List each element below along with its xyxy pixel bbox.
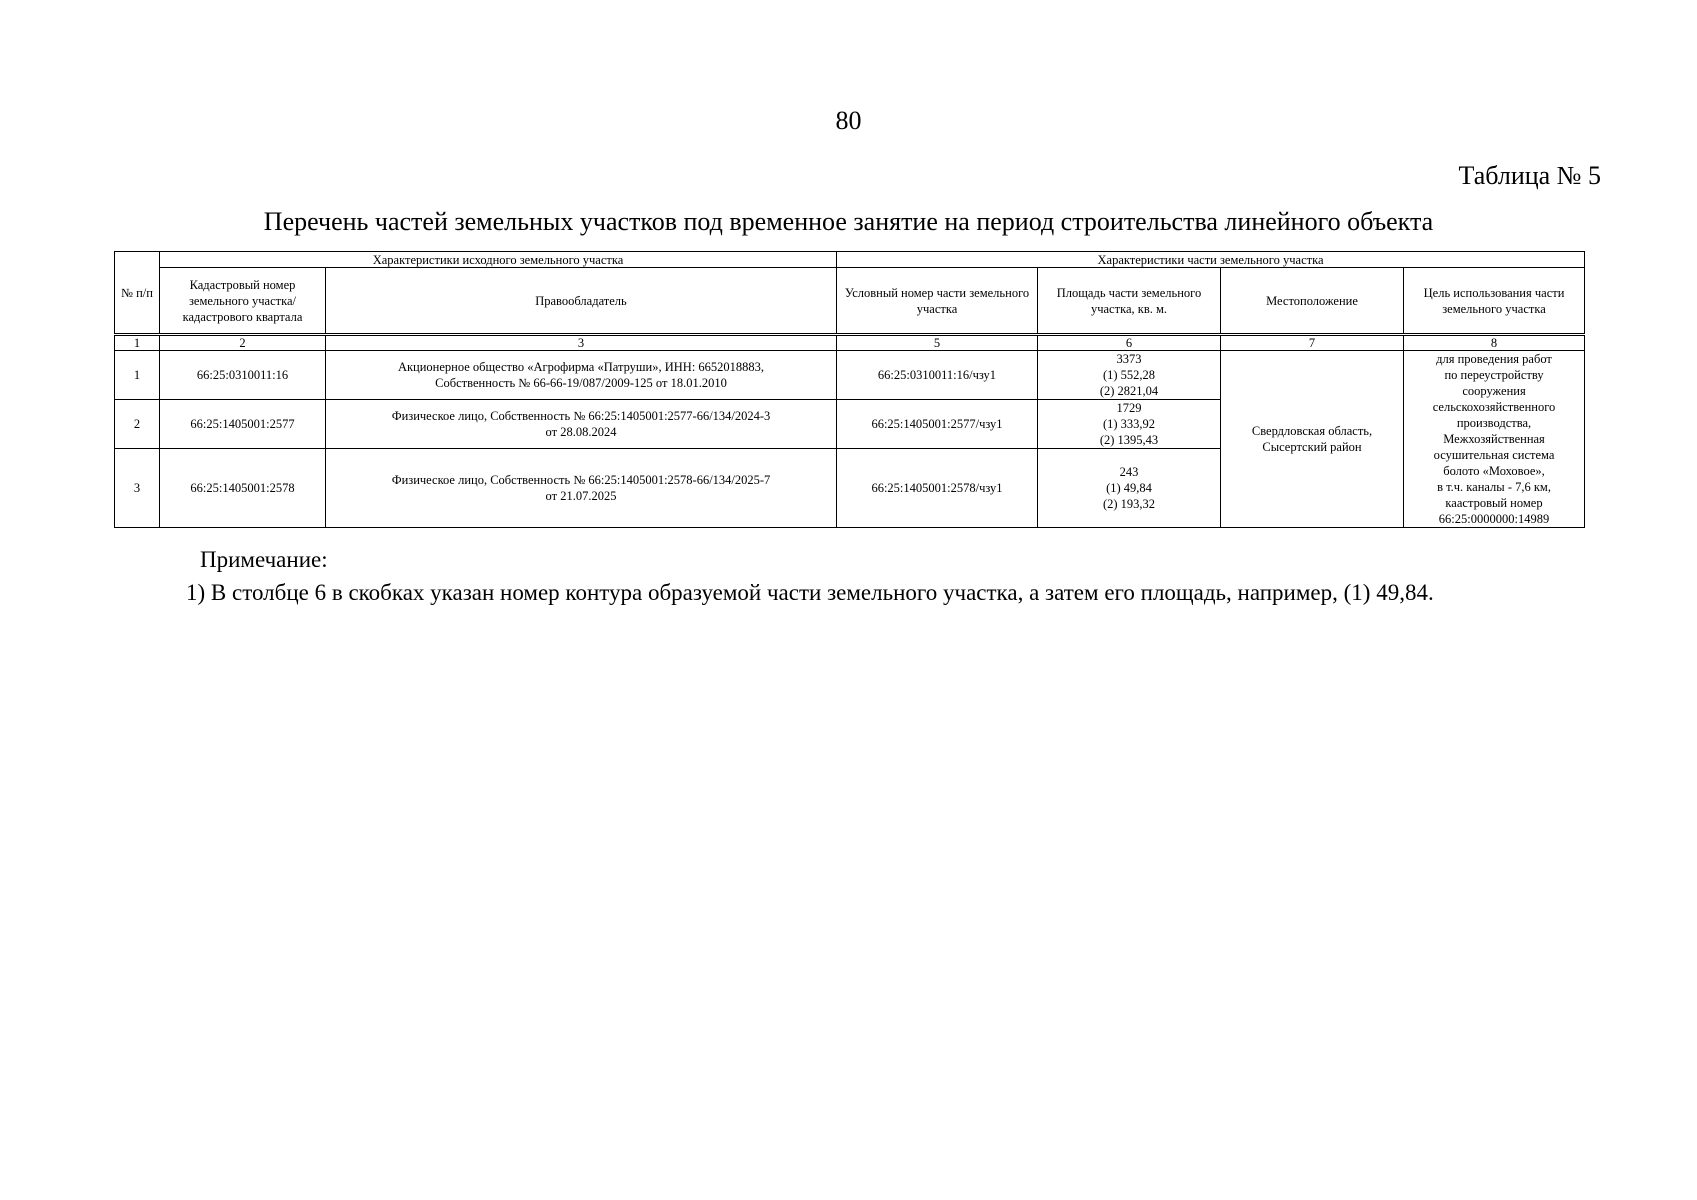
header-group-part: Характеристики части земельного участка (837, 252, 1585, 268)
header-cadastral: Кадастровый номер земельного участка/кадастрового квартала (160, 268, 326, 334)
column-number: 7 (1221, 336, 1404, 351)
area-total: 3373 (1116, 352, 1142, 366)
column-number: 2 (160, 336, 326, 351)
row-number: 3 (115, 449, 160, 528)
row-number: 2 (115, 400, 160, 449)
land-parts-table (114, 251, 1585, 528)
area-total: 243 (1119, 465, 1139, 479)
column-number: 6 (1038, 336, 1221, 351)
header-owner: Правообладатель (326, 268, 837, 334)
header-location: Местоположение (1221, 268, 1404, 334)
area (1038, 449, 1221, 528)
owner-line: Акционерное общество «Агрофирма «Патруши», ИНН: 6652018883, (397, 360, 765, 374)
owner-line: Собственность № 66-66-19/087/2009-125 от 18.01.2010 (435, 376, 727, 390)
purpose (1404, 351, 1585, 528)
area (1038, 351, 1221, 400)
area (1038, 400, 1221, 449)
area-contour: (1) 552,28 (1102, 368, 1156, 382)
purpose-line: сооружения (1462, 384, 1526, 398)
owner-line: от 21.07.2025 (545, 489, 617, 503)
owner (326, 449, 837, 528)
header-purpose: Цель использования части земельного участка (1404, 268, 1585, 334)
purpose-line: болото «Моховое», (1443, 464, 1545, 478)
purpose-line: осушительная система (1433, 448, 1555, 462)
area-contour: (1) 333,92 (1102, 417, 1156, 431)
purpose-line: сельскохозяйственного (1432, 400, 1556, 414)
purpose-line: Межхозяйственная (1443, 432, 1545, 446)
cadastral-number: 66:25:1405001:2577 (160, 400, 326, 449)
cadastral-number: 66:25:1405001:2578 (160, 449, 326, 528)
part-number: 66:25:1405001:2577/чзу1 (837, 400, 1038, 449)
cadastral-number: 66:25:0310011:16 (160, 351, 326, 400)
location-line: Свердловская область, (1251, 424, 1373, 438)
header-area: Площадь части земельного участка, кв. м. (1038, 268, 1221, 334)
table-row (115, 351, 1585, 400)
header-group-source: Характеристики исходного земельного участка (160, 252, 837, 268)
purpose-line: в т.ч. каналы - 7,6 км, (1437, 480, 1551, 494)
column-number: 1 (115, 336, 160, 351)
part-number: 66:25:0310011:16/чзу1 (837, 351, 1038, 400)
document-title: Перечень частей земельных участков под временное занятие на период строительства линейного объекта (263, 207, 1434, 236)
column-number: 5 (837, 336, 1038, 351)
purpose-line: для проведения работ (1436, 352, 1552, 366)
owner-line: Физическое лицо, Собственность № 66:25:1405001:2578-66/134/2025-7 (391, 473, 771, 487)
header-part-number: Условный номер части земельного участка (837, 268, 1038, 334)
area-contour: (2) 2821,04 (1099, 384, 1159, 398)
purpose-line: по переустройству (1444, 368, 1544, 382)
column-numbers-row (115, 336, 1585, 351)
owner-line: Физическое лицо, Собственность № 66:25:1405001:2577-66/134/2024-3 (391, 409, 771, 423)
header-group-row (115, 252, 1585, 268)
area-contour: (2) 193,32 (1102, 497, 1156, 511)
table-label: Таблица № 5 (1458, 161, 1601, 190)
owner (326, 351, 837, 400)
purpose-line: производства, (1456, 416, 1532, 430)
purpose-line: 66:25:0000000:14989 (1438, 512, 1550, 526)
header-row (115, 268, 1585, 334)
note-text: 1) В столбце 6 в скобках указан номер контура образуемой части земельного участка, а затем его площадь, например, (1) 49,84. (186, 580, 1434, 605)
owner (326, 400, 837, 449)
area-contour: (1) 49,84 (1106, 481, 1152, 495)
area-contour: (2) 1395,43 (1099, 433, 1159, 447)
owner-line: от 28.08.2024 (545, 425, 617, 439)
header-num: № п/п (115, 252, 160, 334)
area-total: 1729 (1116, 401, 1142, 415)
location (1221, 351, 1404, 528)
column-number: 3 (326, 336, 837, 351)
location-line: Сысертский район (1262, 440, 1362, 454)
row-number: 1 (115, 351, 160, 400)
note-title: Примечание: (200, 547, 328, 572)
part-number: 66:25:1405001:2578/чзу1 (837, 449, 1038, 528)
page-number: 80 (835, 106, 862, 135)
purpose-line: каастровый номер (1445, 496, 1543, 510)
column-number: 8 (1404, 336, 1585, 351)
